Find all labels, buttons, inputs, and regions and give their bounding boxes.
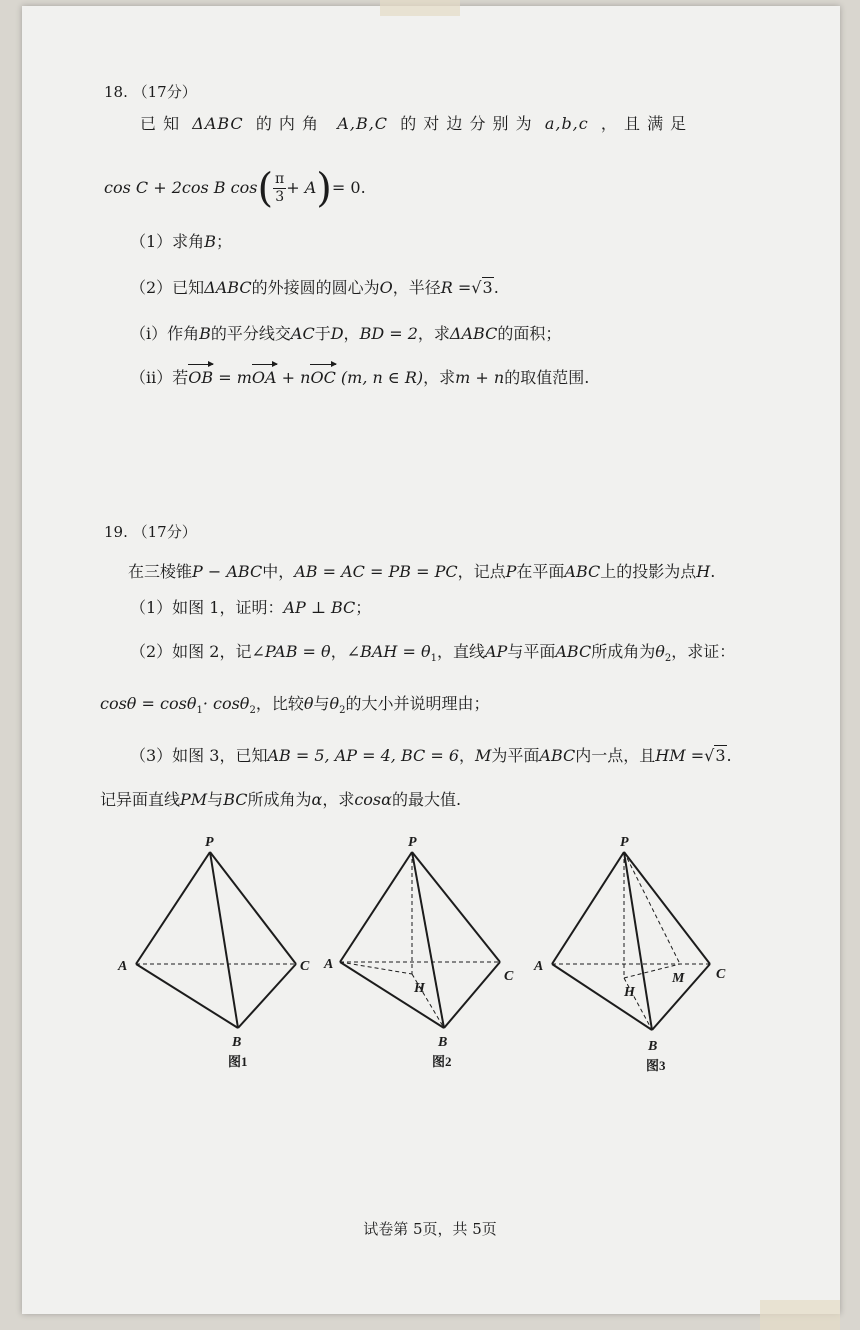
fig1-label-A: A [118,959,128,974]
q18-part2i-text: （i）作角 [130,324,200,343]
q19-stem-text: . [710,562,716,581]
q19-part3-question [100,788,461,812]
q18-eq-end: . [360,178,366,197]
vector-OB: OB [188,366,213,390]
fig3-label-P: P [620,835,629,850]
q19-part3-math: BC [223,790,248,809]
q18-fraction [273,171,286,206]
q19-stem [128,560,715,584]
q19-part3-math: M [475,746,492,765]
q19-part1 [130,596,371,620]
q19-part2-math: ∠PAB = θ [251,642,331,661]
edge-PA [136,852,210,964]
q18-part2i-math: AC [290,324,315,343]
sqrt-radicand: 3 [715,746,726,765]
q19-number: 19. [104,523,128,541]
q18-part2i-math: D [330,324,344,343]
edge-PA [340,852,412,962]
q19-formula-text: ，比较 [255,694,304,713]
q18-part2ii [130,366,589,390]
figure-3 [552,852,710,1030]
q18-part2i-text: 的平分线交 [210,324,291,343]
q18-stem-math: a,b,c [544,114,589,133]
q18-equation [104,166,366,210]
edge-CB [238,964,296,1028]
q19-formula-text: 与 [313,694,330,713]
q19-part3-text: 与 [207,790,224,809]
fig3-label-B: B [648,1039,658,1054]
q18-stem-math: ΔABC [192,114,244,133]
fig3-caption: 图3 [646,1058,666,1073]
q18-part2-math: R = [440,278,472,297]
q18-part2-math: ΔABC [204,278,252,297]
q19-formula-math: · cosθ [202,694,250,713]
q19-part1-text: ； [355,598,372,617]
q19-stem-text: 在平面 [516,562,565,581]
q19-part3-math: α [311,790,323,809]
q18-part2i-text: 于 [314,324,331,343]
q18-part2ii-math: (m, n ∈ R) [340,368,424,387]
subscript: 2 [249,705,256,717]
vector-OA: OA [252,366,277,390]
q19-part3-text: ，求 [322,790,355,809]
q18-part2i [130,322,561,346]
q19-header [104,520,197,544]
q18-part2i-math: B [199,324,211,343]
q19-part2 [130,640,735,671]
q19-part1-text: （1）如图 1，证明： [130,598,284,617]
subscript: 1 [430,653,437,665]
tape-top [380,0,460,16]
q18-eq-right: = 0 [331,178,361,197]
q19-formula-math: θ [303,694,314,713]
q18-stem-text: 的 内 角 [255,114,320,133]
q19-stem-math: P [505,562,517,581]
edge-PB [210,852,238,1028]
fig2-label-P: P [408,835,417,850]
q18-number: 18. [104,83,128,101]
edge-PC [412,852,500,962]
q19-part3-text: 所成角为 [247,790,312,809]
q18-part2ii-text: ，求 [423,368,456,387]
figure-1 [136,852,296,1028]
q19-part2-math: AP [484,642,508,661]
fig3-label-M: M [672,971,685,986]
q18-part2i-math: BD = 2 [359,324,418,343]
q18-part2ii-math: + n [281,368,311,387]
q18-eq-inner: + A [286,178,317,197]
sqrt-symbol: √3 [471,278,493,297]
edge-PC [624,852,710,964]
q18-part1-var: B [204,232,216,251]
q19-formula-text: 的大小并说明理由； [345,694,490,713]
q19-part3-text: 记异面直线 [100,790,181,809]
subscript: 2 [664,653,672,665]
page-footer: 试卷第 5页，共 5页 [363,1220,497,1238]
q19-stem-text: 上的投影为点 [600,562,697,581]
q18-part2ii-text: 的取值范围. [504,368,590,387]
q19-stem-text: ，记点 [457,562,506,581]
q19-part3-math: ABC [539,746,576,765]
fig1-label-C: C [300,959,310,974]
fig1-caption: 图1 [228,1054,248,1069]
q18-header [104,80,197,104]
q19-part3-text: ， [459,746,476,765]
fig3-label-C: C [716,967,726,982]
q19-stem-text: 在三棱锥 [128,562,193,581]
q18-stem-text: 已 知 [140,114,181,133]
fig3-label-A: A [534,959,544,974]
q19-part3-math: AB = 5, AP = 4, BC = 6 [267,746,459,765]
q19-formula-math: cosθ = cosθ [100,694,197,713]
q18-eq-left: cos C + 2cos B cos [104,178,258,197]
q19-part2-text: ，直线 [436,642,485,661]
q18-points: （17分） [132,83,197,101]
q19-part3-math: PM [180,790,208,809]
edge-AB [136,964,238,1028]
q18-part1 [130,230,232,254]
subscript: 2 [339,705,346,717]
q18-part2-end: . [493,278,499,297]
q19-part2-text: 与平面 [507,642,556,661]
q19-part3-text: （3）如图 3，已知 [130,746,268,765]
q19-stem-math: P − ABC [192,562,263,581]
fig3-label-H: H [624,985,635,1000]
edge-AB [340,962,444,1028]
edge-AB [552,964,652,1030]
q19-stem-math: ABC [564,562,601,581]
q19-part2-math: θ [655,642,665,661]
q19-part1-math: AP ⊥ BC [283,598,356,617]
fig1-label-P: P [205,835,214,850]
q18-part2i-text: 的面积； [497,324,562,343]
q18-part2-text: 的外接圆的圆心为 [251,278,380,297]
q18-part2-text: ，半径 [392,278,441,297]
sqrt-radicand: 3 [482,278,493,297]
q19-part3-text: 内一点，且 [575,746,656,765]
fig1-label-B: B [232,1035,242,1050]
q19-part2-math: ∠BAH = θ [346,642,431,661]
q19-part3 [130,744,732,768]
q18-stem-math: A,B,C [337,114,389,133]
fig2-label-A: A [324,957,334,972]
edge-CB [444,962,500,1028]
q18-part2ii-math: = m [218,368,252,387]
pyramid-figures [90,828,770,1088]
q19-points: （17分） [132,523,197,541]
fig2-label-H: H [414,981,425,996]
figure-2 [340,852,500,1028]
q19-part3-text: 的最大值. [391,790,462,809]
q18-stem-text: ， 且 满 足 [600,114,688,133]
q18-part2 [130,276,499,300]
fraction-denominator: 3 [275,189,285,205]
edge-PA [552,852,624,964]
q18-part1-end: ； [215,232,232,251]
fig2-label-C: C [504,969,514,984]
q18-part2ii-math: m + n [455,368,505,387]
q19-part2-text: ，求证： [671,642,736,661]
q19-part2-formula [100,692,490,723]
q19-part2-math: ABC [555,642,592,661]
q18-part2-text: （2）已知 [130,278,205,297]
q18-stem-text: 的 对 边 分 别 为 [400,114,533,133]
q18-part2-math: O [379,278,393,297]
tape-bottom [760,1300,840,1330]
vector-OC: OC [310,366,335,390]
sqrt-symbol: √3 [704,746,726,765]
q19-part2-text: 所成角为 [591,642,656,661]
left-paren: ( [257,165,274,212]
q19-part3-text: . [726,746,732,765]
q19-stem-text: 中， [262,562,295,581]
q19-stem-math: AB = AC = PB = PC [294,562,458,581]
q19-part3-math: cosα [354,790,392,809]
q19-part3-text: 为平面 [491,746,540,765]
q18-stem [140,112,687,136]
fig2-caption: 图2 [432,1054,452,1069]
q19-part2-text: ， [330,642,347,661]
fig2-label-B: B [438,1035,448,1050]
q19-formula-math: θ [329,694,340,713]
q18-part2ii-text: （ii）若 [130,368,189,387]
q18-part2i-math: ΔABC [449,324,498,343]
q19-part3-math: HM = [655,746,705,765]
fraction-numerator: π [275,171,285,187]
q18-part1-text: （1）求角 [130,232,205,251]
q18-part2i-text: ，求 [417,324,450,343]
subscript: 1 [196,705,203,717]
q18-part2i-text: ， [343,324,360,343]
edge-PC [210,852,296,964]
q19-stem-math: H [696,562,711,581]
q19-part2-text: （2）如图 2，记 [130,642,252,661]
right-paren: ) [316,165,332,212]
